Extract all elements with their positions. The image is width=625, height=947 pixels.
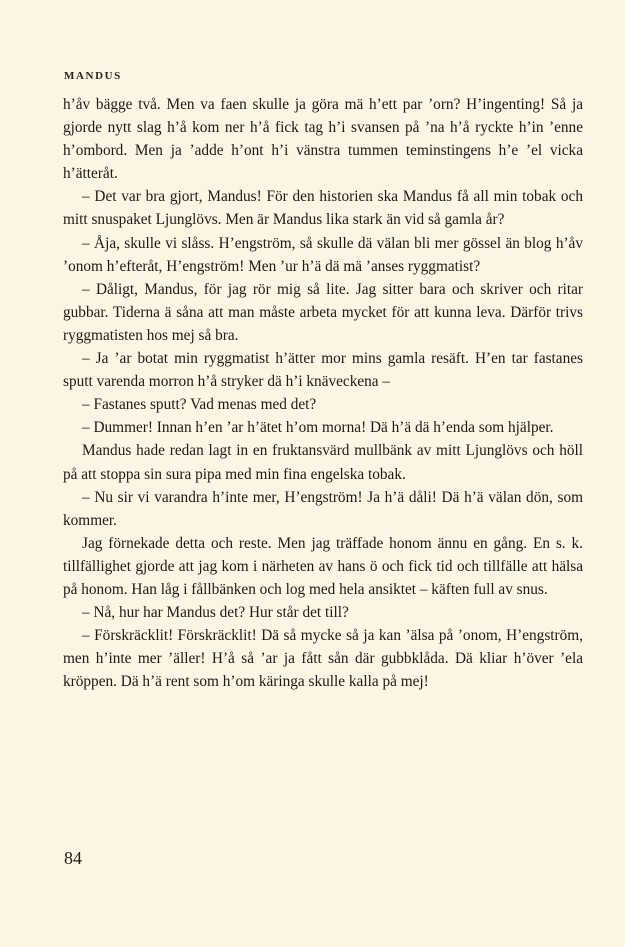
body-text xyxy=(63,93,583,693)
paragraph: – Ja ’ar botat min ryggmatist h’ätter mor mins gamla resäft. H’en tar fastanes sputt varenda morron h’å stryker dä h’i knäveckena – xyxy=(63,350,583,391)
paragraph: – Det var bra gjort, Mandus! För den historien ska Mandus få all min tobak och mitt snuspaket Ljunglövs. Men är Mandus lika stark än vid så gamla år? xyxy=(63,188,583,229)
paragraph: – Fastanes sputt? Vad menas med det? xyxy=(82,396,317,414)
paragraph: – Förskräcklit! Förskräcklit! Dä så mycke så ja kan ’älsa på ’onom, H’engström, men h’inte mer ’äller! H’å så ’ar ja fått sån där gubbklåda. Dä kliar h’över ’ela kröppen. Dä h’ä rent som h’om käringa skulle kalla på mej! xyxy=(63,627,583,691)
paragraph: – Dåligt, Mandus, för jag rör mig så lite. Jag sitter bara och skriver och ritar gubbar. Tiderna ä såna att man måste arbeta mycket för att kunna leva. Därför trivs ryggmatisten hos mej så bra. xyxy=(63,280,583,344)
paragraph: – Dummer! Innan h’en ’ar h’ätet h’om morna! Dä h’ä dä h’enda som hjälper. xyxy=(82,419,554,437)
running-head: MANDUS xyxy=(64,70,122,82)
paragraph: Mandus hade redan lagt in en fruktansvärd mullbänk av mitt Ljunglövs och höll på att stoppa sin sura pipa med min fina engelska tobak. xyxy=(63,442,583,483)
paragraph: Jag förnekade detta och reste. Men jag träffade honom ännu en gång. En s. k. tillfällighet gjorde att jag kom i närheten av hans ö och fick tid och tillfälle att hälsa på honom. Han låg i fållbänken och log med hela ansiktet – käften full av snus. xyxy=(63,534,583,598)
paragraph: – Nå, hur har Mandus det? Hur står det till? xyxy=(82,604,349,622)
paragraph: h’åv bägge två. Men va faen skulle ja göra mä h’ett par ’orn? H’ingenting! Så ja gjorde nytt slag h’å kom ner h’å fick tag h’i svansen på ’na h’å ryckte h’in ’enne h’ombord. Men ja ’adde h’ont h’i vänstra tummen teminstingens h’e ’el vicka h’ätteråt. xyxy=(63,96,583,183)
paragraph: – Åja, skulle vi slåss. H’engström, så skulle dä välan bli mer gössel än blog h’åv ’onom h’efteråt, H’engström! Men ’ur h’ä dä mä ’anses ryggmatist? xyxy=(63,234,583,275)
paragraph: – Nu sir vi varandra h’inte mer, H’engström! Ja h’ä dåli! Dä h’ä välan dön, som kommer. xyxy=(63,488,583,529)
page-number: 84 xyxy=(64,848,82,868)
